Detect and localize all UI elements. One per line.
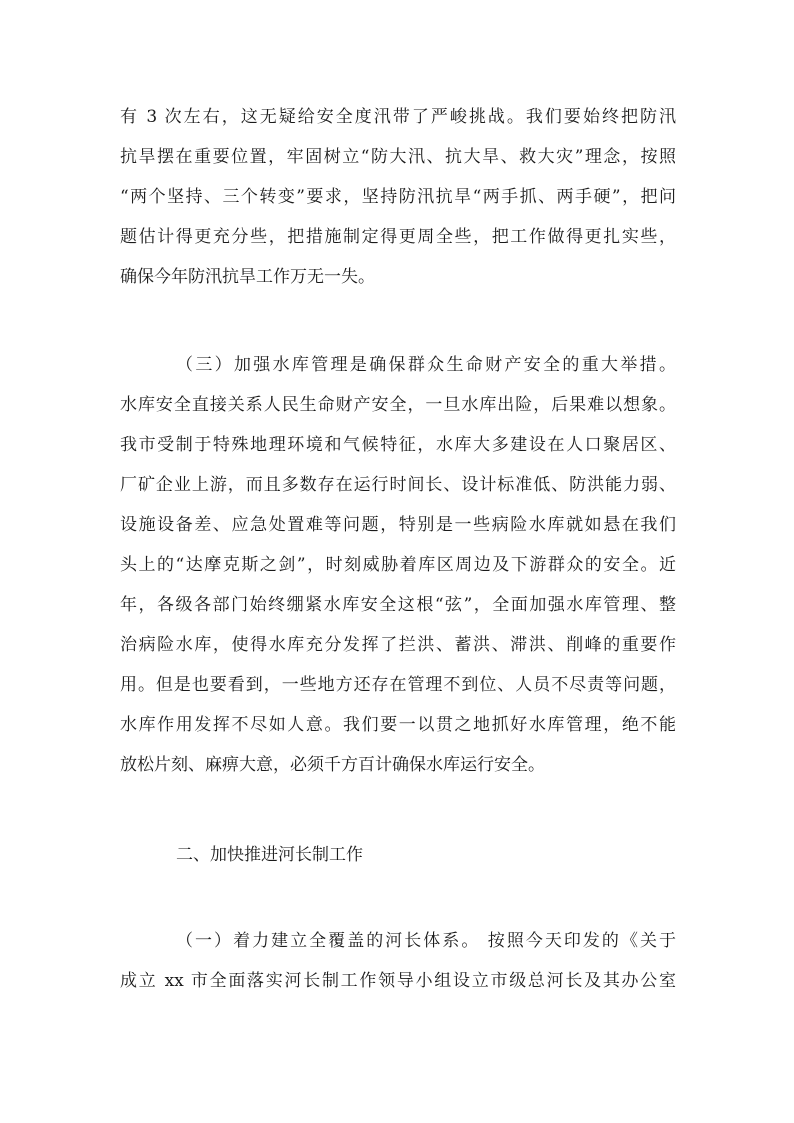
text-line: 题估计得更充分些，把措施制定得更周全些，把工作做得更扎实些， — [120, 227, 676, 247]
text-line: 水库作用发挥不尽如人意。我们要一以贯之地抓好水库管理，绝不能 — [120, 715, 676, 735]
text-line: 厂矿企业上游，而且多数存在运行时间长、设计标准低、防洪能力弱、 — [120, 475, 676, 495]
text-line: 头上的“达摩克斯之剑”，时刻威胁着库区周边及下游群众的安全。近 — [120, 555, 676, 575]
text-line: 年，各级各部门始终绷紧水库安全这根“弦”，全面加强水库管理、整 — [120, 595, 676, 615]
text-line: 用。但是也要看到，一些地方还存在管理不到位、人员不尽责等问题， — [120, 675, 676, 695]
text-line: （一）着力建立全覆盖的河长体系。 按照今天印发的《关于 — [176, 931, 676, 951]
text-line: 设施设备差、应急处置难等问题，特别是一些病险水库就如悬在我们 — [120, 515, 676, 535]
section-heading: 二、加快推进河长制工作 — [176, 845, 363, 865]
text-line: “两个坚持、三个转变”要求，坚持防汛抗旱“两手抓、两手硬”，把问 — [120, 187, 676, 207]
text-line: 放松片刻、麻痹大意，必须千方百计确保水库运行安全。 — [120, 755, 545, 775]
text-line: 有 3 次左右，这无疑给安全度汛带了严峻挑战。我们要始终把防汛 — [120, 107, 676, 127]
text-line: 抗旱摆在重要位置，牢固树立“防大汛、抗大旱、救大灾”理念，按照 — [120, 147, 676, 167]
text-line: 我市受制于特殊地理环境和气候特征，水库大多建设在人口聚居区、 — [120, 435, 676, 455]
section-three-heading-line: （三）加强水库管理是确保群众生命财产安全的重大举措。 — [176, 355, 676, 375]
text-line: 水库安全直接关系人民生命财产安全，一旦水库出险，后果难以想象。 — [120, 395, 676, 415]
text-line: 治病险水库，使得水库充分发挥了拦洪、蓄洪、滞洪、削峰的重要作 — [120, 635, 676, 655]
text-line: 确保今年防汛抗旱工作万无一失。 — [120, 267, 375, 287]
text-line: 成立 xx 市全面落实河长制工作领导小组设立市级总河长及其办公室 — [120, 971, 676, 991]
